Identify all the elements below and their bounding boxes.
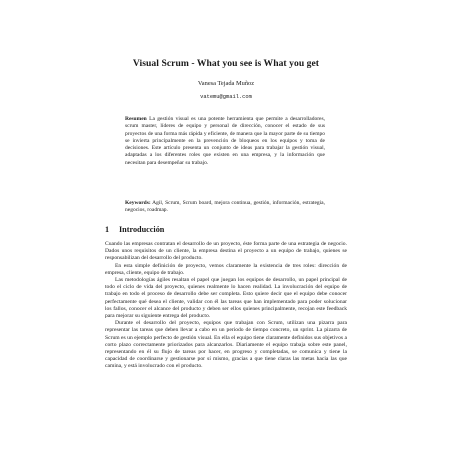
section-heading (105, 225, 164, 234)
section-title: Introducción (119, 225, 165, 234)
paragraph: Durante el desarrollo del proyecto, equipos que trabajan con Scrum, utilizan una pizarra para representar las tareas que deben llevar a cabo en un periodo de tiempo concreto, un sprint. La pizarra de Scrum es un ejemplo perfecto de gestión visual. En ella el equipo tiene claramente definidos sus objetivos a corto plazo correctamente priorizados para alcanzarlos. Diariamente el equipo trabaja sobre este panel, representando en él su flujo de tareas por hacer, en progreso y completadas, se comunica y tiene la capacidad de coordinarse y gestionarse por sí mismo, gracias a que tiene claras las metas hacia las que camina, y está involucrado con el producto. (105, 320, 347, 370)
abstract-text: La gestión visual es una potente herramienta que permite a desarrolladores, scrum master, líderes de equipo y personal de dirección, conocer el estado de sus proyectos de una forma más rápida y eficiente, de manera que la mayor parte de su tiempo se invierta principalmente en la prevención de bloqueos en los equipos y toma de decisiones. Este artículo presenta un conjunto de ideas para trabajar la gestión visual, adaptadas a los diferentes roles que existen en una empresa, y la información que necesitan para desempeñar su trabajo. (125, 116, 326, 166)
section-number: 1 (105, 225, 110, 234)
keywords (125, 200, 325, 215)
keywords-label: Keywords: (125, 200, 151, 206)
keywords-text: Agil, Scrum, Scrum board, mejora continua, gestión, información, estrategia, negocios, roadmap. (125, 200, 325, 214)
paragraph: Las metodologías ágiles resaltan el papel que juegan los equipos de desarrollo, un papel principal de todo el ciclo de vida del proyecto, quienes realmente lo hacen realidad. La involucración del equipo de trabajo en todo el proceso de desarrollo debe ser completa. Esto quiere decir que el equipo debe conocer perfectamente qué desea el cliente, validar con él las tareas que han implementado para poder solucionar los fallos, conocer el alcance del producto y deben ser ellos quienes principalmente, recojan este feedback para mejorar su siguiente entrega del producto. (105, 277, 347, 320)
author-email: vatemu@gmail.com (200, 94, 252, 100)
section-body (105, 241, 347, 371)
abstract-label: Resumen (125, 116, 147, 122)
paper-title: Visual Scrum - What you see is What you get (132, 58, 320, 69)
abstract (125, 116, 325, 167)
author-name: Vanesa Tejada Muñoz (197, 80, 255, 87)
paragraph: Cuando las empresas contratan el desarrollo de un proyecto, éste forma parte de una estrategia de negocio. Dados unos requisitos de un cliente, la empresa destina el proyecto a un equipo de trabajo, quienes se responsabilizan del desarrollo del producto. (105, 241, 347, 262)
paragraph: En esta simple definición de proyecto, vemos claramente la existencia de tres roles: dirección de empresa, cliente, equipo de trabajo. (105, 262, 347, 276)
